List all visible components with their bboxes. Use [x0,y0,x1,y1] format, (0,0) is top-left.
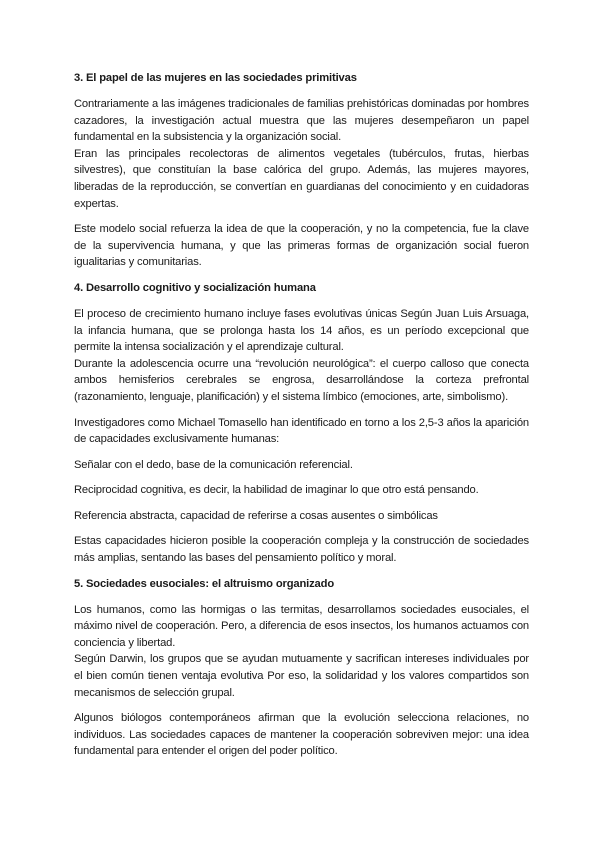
paragraph: El proceso de crecimiento humano incluye fases evolutivas únicas Según Juan Luis Arsuaga, la infancia humana, que se prolonga hasta los 14 años, es un período excepcional que permite la intensa socialización y el aprendizaje cultural. [74,307,529,354]
section-heading: 4. Desarrollo cognitivo y socialización humana [74,281,316,294]
list-item: Señalar con el dedo, base de la comunicación referencial. [74,458,353,471]
paragraph: Contrariamente a las imágenes tradicionales de familias prehistóricas dominadas por hombres cazadores, la investigación actual muestra que las mujeres desempeñaron un papel fundamental en la subsistencia y la organización social. [74,98,529,144]
list-item: Reciprocidad cognitiva, es decir, la habilidad de imaginar lo que otro está pensando. [74,484,479,497]
paragraph: Estas capacidades hicieron posible la cooperación compleja y la construcción de sociedades más amplias, sentando las bases del pensamiento político y moral. [74,535,529,565]
list-item: Referencia abstracta, capacidad de referirse a cosas ausentes o simbólicas [74,509,438,522]
paragraph: Eran las principales recolectoras de alimentos vegetales (tubérculos, frutas, hierbas silvestres), que constituían la base calórica del grupo. Además, las mujeres mayores, liberadas de la reproducción, se convertían en guardianas del conocimiento y en cuidadoras expertas. [74,147,529,210]
section-heading: 3. El papel de las mujeres en las sociedades primitivas [74,72,357,84]
paragraph: Este modelo social refuerza la idea de que la cooperación, y no la competencia, fue la clave de la supervivencia humana, y que las primeras formas de organización social fueron igualitarias y comunitarias. [74,223,529,269]
paragraph: Los humanos, como las hormigas o las termitas, desarrollamos sociedades eusociales, el máximo nivel de cooperación. Pero, a diferencia de esos insectos, los humanos actuamos con conciencia y libertad. [74,603,529,649]
section-heading: 5. Sociedades eusociales: el altruismo organizado [74,577,334,590]
paragraph: Investigadores como Michael Tomasello han identificado en torno a los 2,5-3 años la aparición de capacidades exclusivamente humanas: [74,416,529,446]
paragraph: Durante la adolescencia ocurre una “revolución neurológica”: el cuerpo calloso que conecta ambos hemisferios cerebrales se engrosa, desarrollándose la corteza prefrontal (razonamiento, lenguaje, planificación) y el sistema límbico (emociones, arte, simbolismo). [74,357,529,403]
paragraph: Según Darwin, los grupos que se ayudan mutuamente y sacrifican intereses individuales por el bien común tienen ventaja evolutiva Por eso, la solidaridad y los valores compartidos son mecanismos de selección grupal. [74,653,529,699]
paragraph: Algunos biólogos contemporáneos afirman que la evolución selecciona relaciones, no individuos. Las sociedades capaces de mantener la cooperación sobreviven mejor: una idea fundamental para entender el origen del poder político. [74,712,529,758]
document-page [74,70,529,769]
